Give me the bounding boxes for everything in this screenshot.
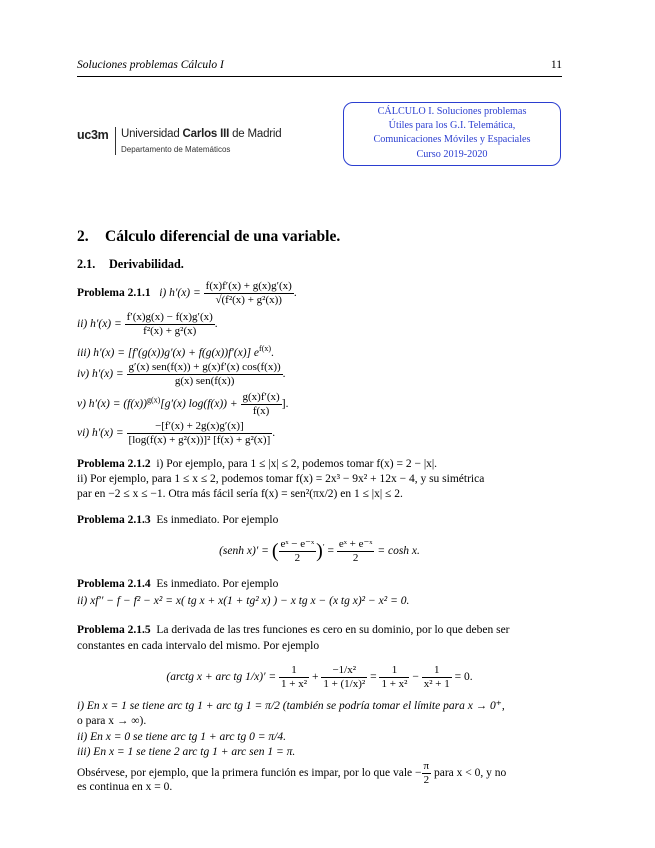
course-line-2: Útiles para los G.I. Telemática, [388,120,516,132]
p215-label: Problema 2.1.5 [77,624,151,636]
p215-obs2: es continua en x = 0. [77,781,173,793]
p214-label: Problema 2.1.4 [77,578,151,590]
p215-text2: constantes en cada intervalo del mismo. Por ejemplo [77,640,320,652]
running-header [77,59,562,75]
university-name: Universidad Carlos III de Madrid [121,128,282,140]
p215-text1: Problema 2.1.5 La derivada de las tres funciones es cero en su dominio, por lo que deben ser [77,624,510,636]
header-rule [77,76,562,77]
p211-vi: vi) h′(x) = $\frac{-[f'(x) + 2g(x)g'(x)]}{\text{[log(f(x) + g²(x))]² [f(x) + g²(x)]}}$ . [77,420,276,446]
p211-iv: iv) h′(x) = $\frac{\text{g′(x) sen(f(x)) + g(x)f′(x) cos(f(x))}}{\text{g(x) sen(f(x))}}$ . [77,361,286,387]
p215-i-line1: i) En x = 1 se tiene arc tg 1 + arc tg 1 = π/2 (también se podría tomar el límite para x → 0⁺, [77,700,505,712]
p212-label: Problema 2.1.2 [77,458,151,470]
course-line-4: Curso 2019-2020 [416,148,488,160]
p214-text: Problema 2.1.4 Es inmediato. Por ejemplo [77,578,279,590]
p215-iii: iii) En x = 1 se tiene 2 arc tg 1 + arc sen 1 = π. [77,746,296,758]
p213-label: Problema 2.1.3 [77,514,151,526]
p211-i: Problema 2.1.1 i) h′(x) = $\frac{f(x)f'(x) + g(x)g'(x)}{\text{√(f²(x) + g²(x))}}$ . [77,280,297,306]
section-heading: 2. Cálculo diferencial de una variable. [77,228,341,245]
p211-v: v) $h'(x) = (f(x))^{g(x)}[g'(x) \log(f(x))$ + $\frac{g(x)f'(x)}{f(x)}$ ]. [77,391,289,417]
subsection-heading: 2.1. Derivabilidad. [77,257,184,271]
p215-i-line2: o para x → ∞). [77,715,147,727]
p212-line3: par en −2 ≤ x ≤ −1. Otra más fácil sería f(x) = sen²(πx/2) en 1 ≤ |x| ≤ 2. [77,488,403,500]
p215-obs1: Obsérvese, por ejemplo, que la primera función es impar, por lo que vale − $\frac{\pi}{2}$ para x < 0, y no [77,760,507,786]
p211-label: Problema 2.1.1 [77,287,151,300]
page-number: 11 [550,59,562,71]
course-info-box [343,102,561,166]
course-line-1: CÁLCULO I. Soluciones problemas [377,106,527,117]
p213-equation: (senh x)′ = ( $\frac{\text{eˣ − e⁻ˣ}}{2}$ )′ = $\frac{\text{eˣ + e⁻ˣ}}{2}$ = cosh x. [219,538,420,564]
p212-line2: ii) Por ejemplo, para 1 ≤ x ≤ 2, podemos tomar f(x) = 2x³ − 9x² + 12x − 4, y su simétrica [77,473,485,485]
course-line-3: Comunicaciones Móviles y Espaciales [373,134,531,146]
p215-equation: (arctg x + arc tg 1/x)′ = $\frac{1}{\text{1 + x²}}$ + $\frac{\text{−1/x²}}{\text{1 + (1/x)²}}$ = $\frac{1}{\text{1 + x²}}$ − $\frac{1}{\text{x² + 1}}$ = 0. [166,664,473,690]
logo-divider [115,127,116,155]
p214-line2: ii) xf′′ − f − f² − x² = x( tg x + x(1 + tg² x) ) − x tg x − (x tg x)² − x² = 0. [77,595,410,607]
p213-text: Problema 2.1.3 Es inmediato. Por ejemplo [77,514,279,526]
running-title: Soluciones problemas Cálculo I [77,59,224,71]
p215-ii: ii) En x = 0 se tiene arc tg 1 + arc tg 0 = π/4. [77,731,286,743]
department-name: Departamento de Matemáticos [121,145,231,154]
logo-mark: uc3m [77,128,109,142]
p211-ii: ii) h′(x) = $\frac{f'(x)g(x) - f(x)g'(x)}{\text{f²(x) + g²(x)}}$ . [77,311,218,337]
p211-iii: iii) h′(x) = [f′(g(x))g′(x) + f(g(x))f′(x)] $e^{f(x)}$. [77,344,274,359]
p212-line1: Problema 2.1.2 i) Por ejemplo, para 1 ≤ |x| ≤ 2, podemos tomar f(x) = 2 − |x|. [77,458,438,470]
